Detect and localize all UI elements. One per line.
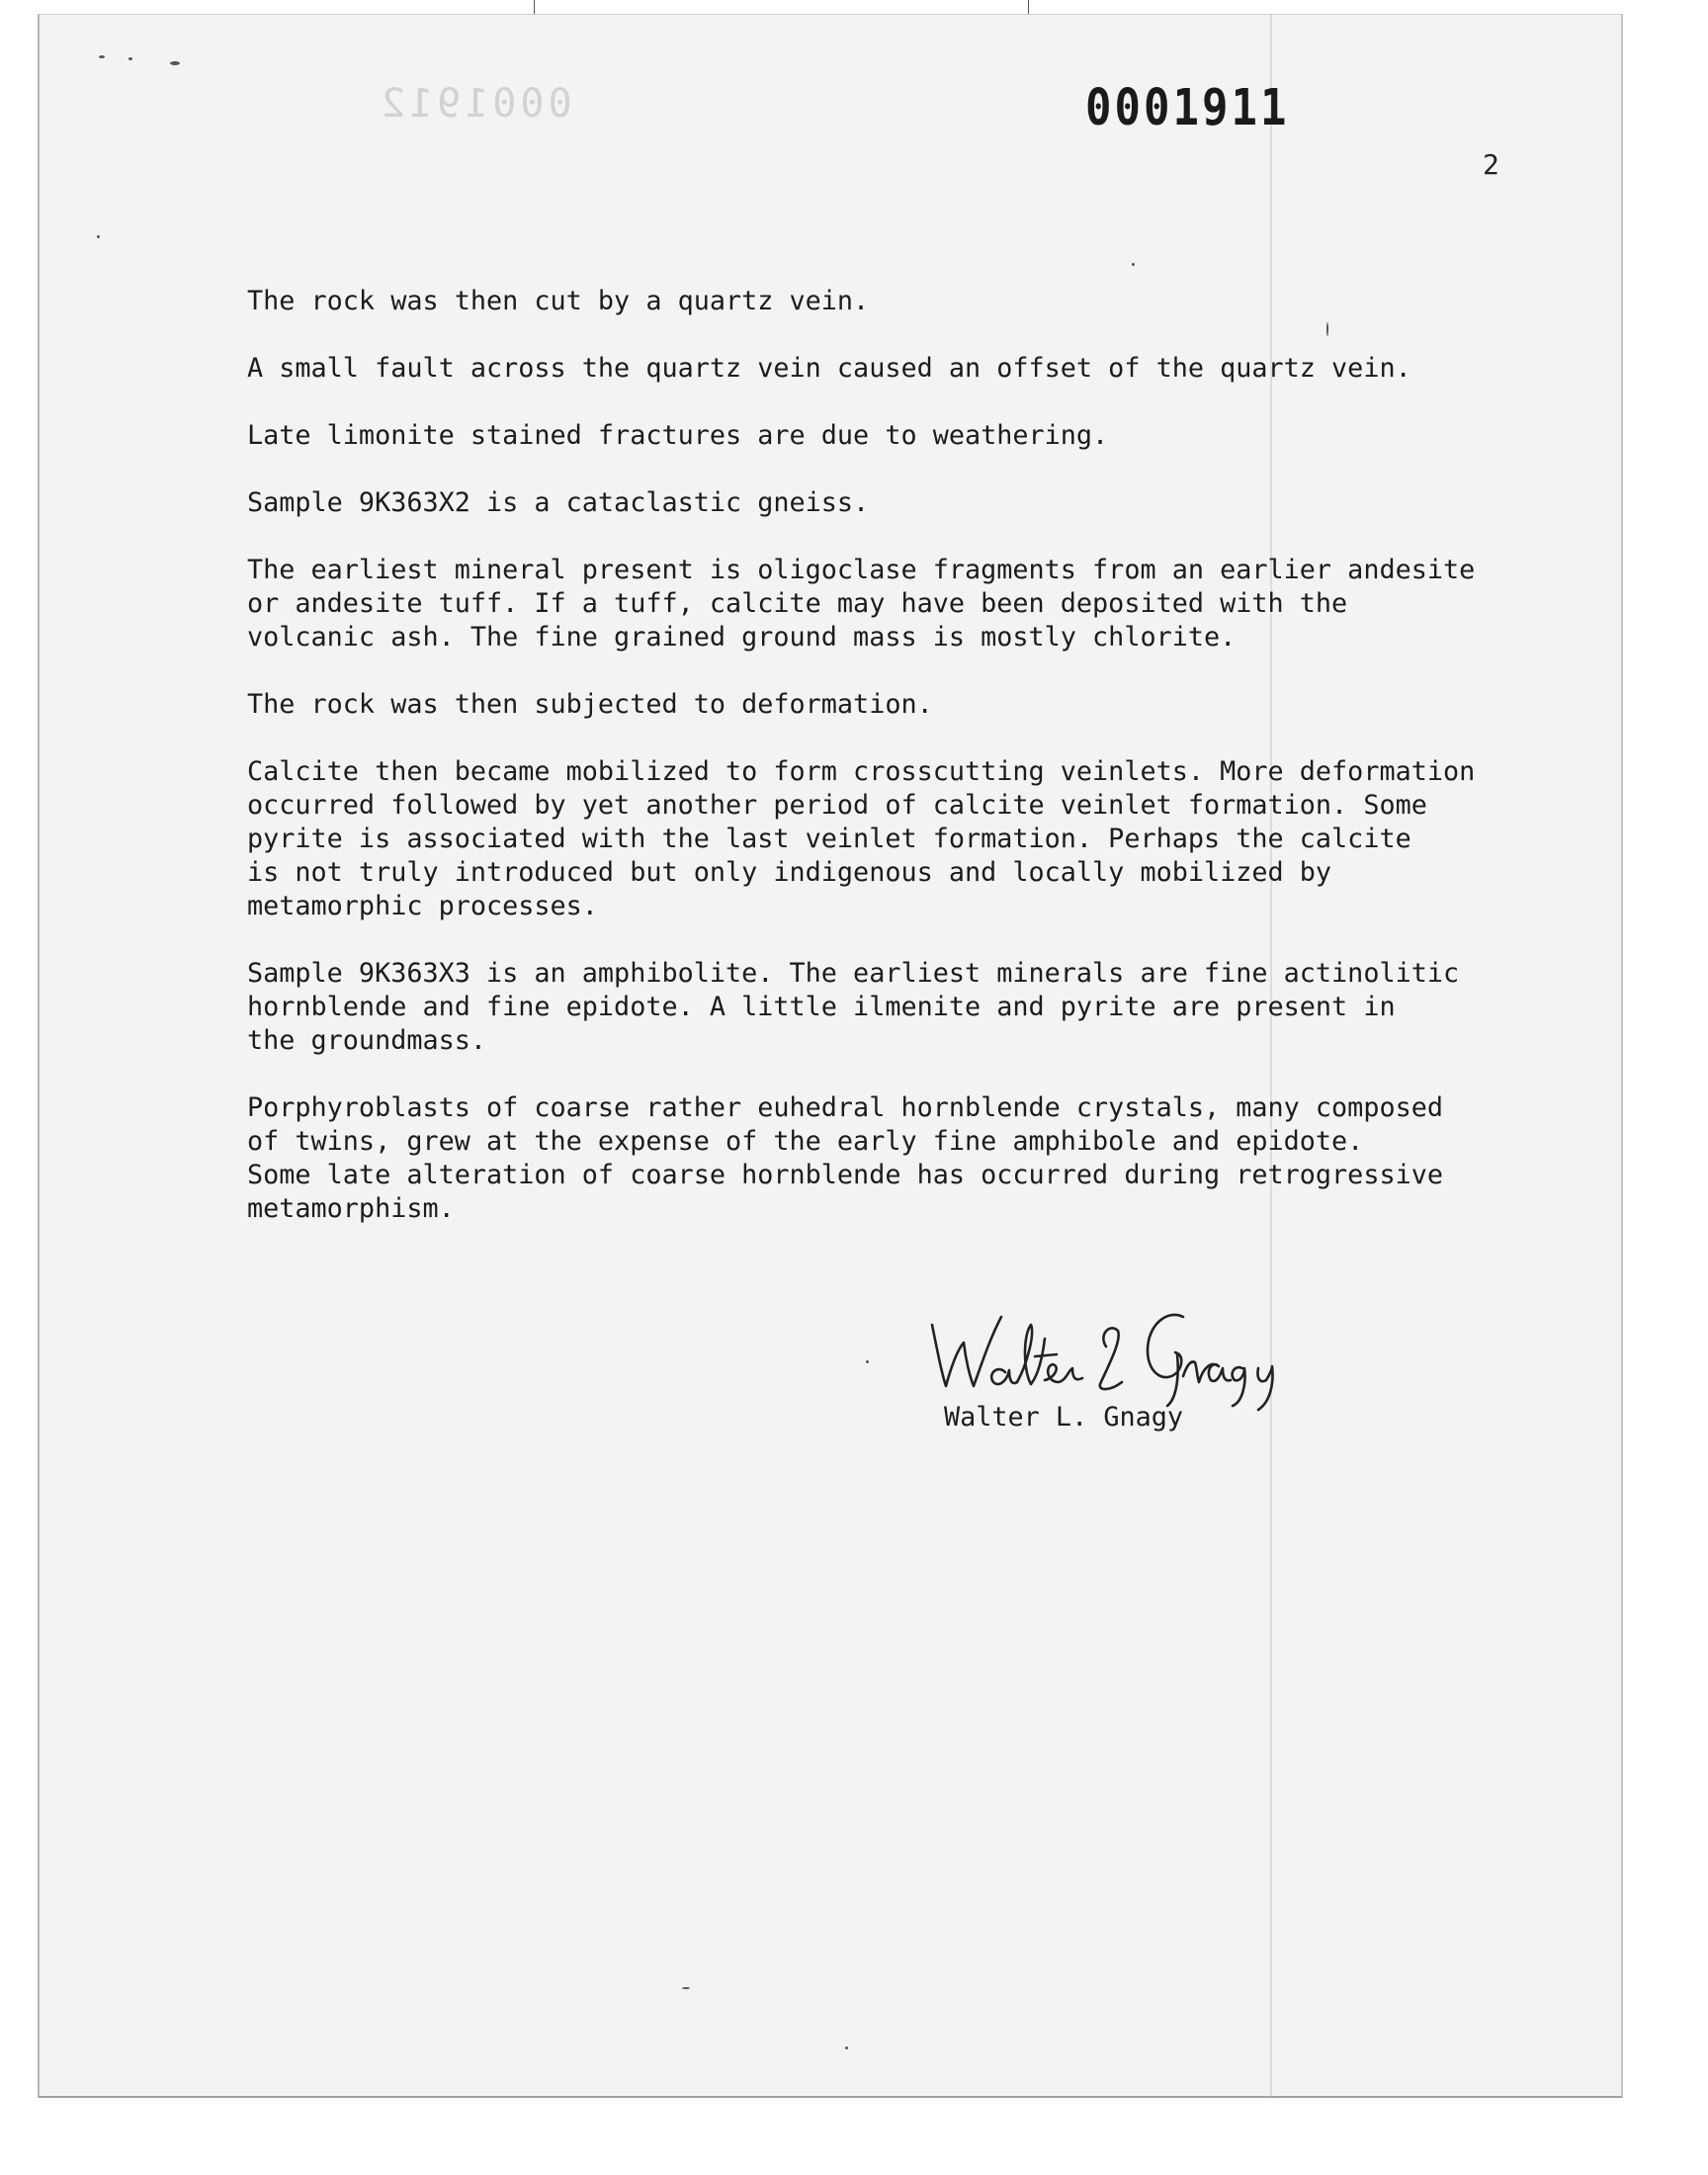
paragraph: The rock was then subjected to deformation.: [247, 689, 933, 720]
paragraph: Sample 9K363X2 is a cataclastic gneiss.: [247, 487, 870, 518]
paragraph: Sample 9K363X3 is an amphibolite. The earliest minerals are fine actinolitic hornblende and fine epidote. A little ilmenite and pyrite are present in the groundmass.: [247, 958, 1460, 1056]
paragraph: Late limonite stained fractures are due to weathering.: [247, 420, 1109, 451]
signer-name: Walter L. Gnagy: [944, 1402, 1183, 1433]
paragraph: A small fault across the quartz vein caused an offset of the quartz vein.: [247, 353, 1411, 384]
scan-speck: [845, 2046, 848, 2049]
scan-speck: [170, 61, 180, 65]
handwritten-signature: [924, 1295, 1320, 1414]
scan-speck: [128, 57, 132, 60]
scan-speck: [1326, 322, 1328, 336]
scan-speck: [682, 1987, 690, 1989]
page-number: 2: [1483, 148, 1499, 181]
scan-speck: [866, 1360, 869, 1363]
scan-speck: [99, 55, 105, 58]
scan-speck: [1132, 263, 1135, 266]
paragraph: Calcite then became mobilized to form crosscutting veinlets. More deformation occurred followed by yet another period of calcite veinlet formation. Some pyrite is associated with the last veinlet formation. Perhaps the calcite is not truly introduced but only indigenous and locally mobilized by metamorphic processes.: [247, 756, 1476, 921]
bleed-through-number: 0001912: [378, 81, 572, 127]
paragraph: The rock was then cut by a quartz vein.: [247, 286, 870, 316]
paragraph: The earliest mineral present is oligoclase fragments from an earlier andesite or andesite tuff. If a tuff, calcite may have been deposited with the volcanic ash. The fine grained ground mass is mostly chlorite.: [247, 555, 1476, 652]
paragraph: Porphyroblasts of coarse rather euhedral hornblende crystals, many composed of twins, grew at the expense of the early fine amphibole and epidote. Some late alteration of coarse hornblende has occurred during retrogressive metamorphism.: [247, 1092, 1443, 1224]
document-body: [247, 285, 1562, 1260]
document-stamp-number: 0001911: [1085, 79, 1290, 137]
scan-speck: [97, 235, 100, 238]
